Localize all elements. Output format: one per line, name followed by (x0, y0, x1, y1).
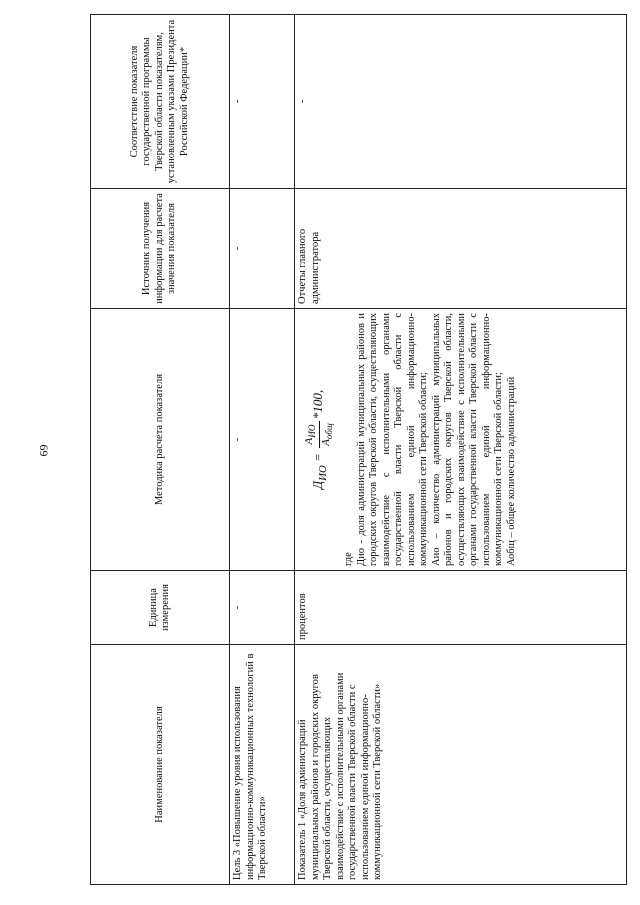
method-line: Дио - доля администраций муниципальных районов и городских округов Тверской области, осуществляющих взаимодействие с исполнительными органами государственной власти Тверской области с использованием единой информационно-коммуникационной сети Тверской области; (355, 313, 430, 566)
method-where: где (343, 552, 355, 566)
goal-conformity: - (230, 15, 295, 189)
formula-denominator-sub: общ (323, 423, 334, 440)
formula-fraction (303, 421, 335, 448)
formula-tail: *100, (310, 389, 326, 420)
indicator-source: Отчеты главного администратора (295, 189, 627, 309)
goal-name: Цель 3 «Повышение уровня использования информационно-коммуникационных технологий в Тверской области» (230, 645, 295, 885)
page-number: 69 (36, 444, 51, 457)
header-name: Наименование показателя (91, 645, 230, 885)
method-line: Аио – количество администраций муниципальных районов и городских округов Тверской области, осуществляющих взаимодействие с исполнительными органами государственной власти Тверской области с использованием единой информационно-коммуникационной сети Тверской области; (430, 313, 505, 566)
indicator-table-sheet (90, 15, 627, 885)
header-source: Источник получения информации для расчета значения показателя (91, 189, 230, 309)
goal-method: - (230, 309, 295, 571)
goal-source: - (230, 189, 295, 309)
indicator-unit: процентов (295, 571, 627, 645)
goal-unit: - (230, 571, 295, 645)
formula-numerator-sub: ИО (307, 424, 318, 438)
table-row-indicator (295, 15, 627, 885)
table-row-goal (230, 15, 295, 885)
header-method: Методика расчета показателя (91, 309, 230, 571)
header-conformity: Соответствие показателя государственной программы Тверской области показателям, установленным указами Президента Российской Федерации* (91, 15, 230, 189)
formula-denominator: А (319, 439, 332, 446)
formula-lhs-sub: ИО (316, 465, 329, 481)
header-unit: Единица измерения (91, 571, 230, 645)
indicator-method (295, 309, 627, 571)
formula-lhs: Д (310, 480, 326, 490)
indicator-conformity: - (295, 15, 627, 189)
indicator-table (90, 14, 627, 885)
calculation-formula: $Д_{ИО}$ = $А_{ИО}$ $А_{общ}$ *100, (303, 389, 334, 490)
method-line: Аобщ – общее количество администраций (505, 376, 517, 566)
indicator-name: Показатель 1 «Доля администраций муниципальных районов и городских округов Тверской области, осуществляющих взаимодействие с исполнительными органами государственной власти Тверской области с использованием единой информационно-коммуникационной сети Тверской области» (295, 645, 627, 885)
formula-numerator: А (303, 437, 315, 445)
table-header-row (91, 15, 230, 885)
